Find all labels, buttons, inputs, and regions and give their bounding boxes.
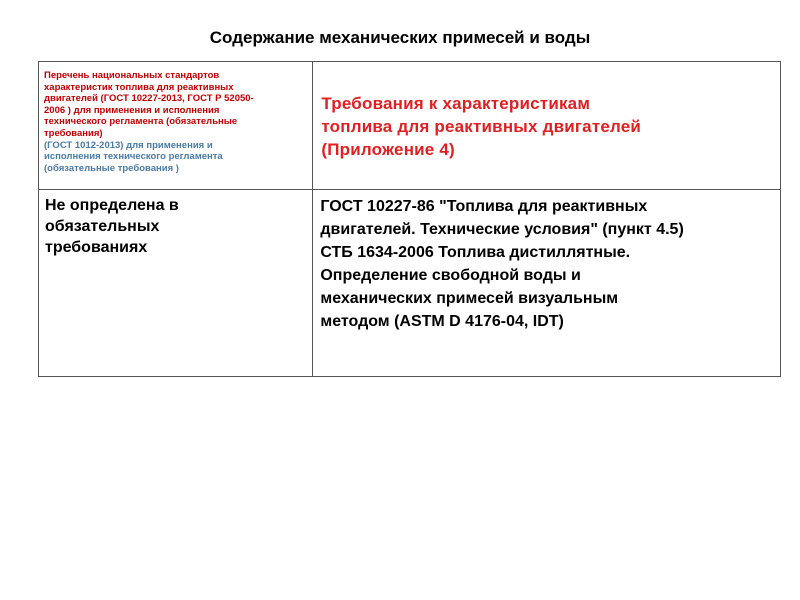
header-standards-line: технического регламента (обязательные <box>44 116 238 128</box>
cell-line: требованиях <box>45 239 148 256</box>
cell-line: методом (ASTM D 4176-04, IDT) <box>320 313 564 330</box>
table-header-row <box>39 62 781 190</box>
cell-line: Определение свободной воды и <box>320 267 581 284</box>
header-standards-note-line: (обязательные требования ) <box>44 162 179 174</box>
cell-line: механических примесей визуальным <box>320 290 619 307</box>
header-standards-note-line: исполнения технического регламента <box>44 151 223 163</box>
cell-line: СТБ 1634-2006 Топлива дистиллятные. <box>320 244 631 261</box>
header-requirements-line: (Приложение 4) <box>321 140 455 159</box>
header-standards-line: 2006 ) для применения и исполнения <box>44 104 220 116</box>
header-standards-note-line: (ГОСТ 1012-2013) для применения и <box>44 139 213 151</box>
table-row <box>39 190 781 377</box>
header-cell-requirements <box>313 62 781 190</box>
header-standards-line: двигателей (ГОСТ 10227-2013, ГОСТ Р 52050- <box>44 93 254 105</box>
header-cell-standards-list <box>39 62 313 190</box>
cell-line: двигателей. Технические условия" (пункт 4.5) <box>320 221 684 238</box>
cell-line: ГОСТ 10227-86 "Топлива для реактивных <box>320 198 648 215</box>
header-standards-line: характеристик топлива для реактивных <box>44 81 234 93</box>
header-requirements-line: топлива для реактивных двигателей <box>321 117 642 136</box>
header-requirements-line: Требования к характеристикам <box>321 94 591 113</box>
header-standards-line: требования) <box>44 127 103 139</box>
cell-line: Не определена в <box>45 197 179 214</box>
requirements-table <box>38 61 781 377</box>
cell-standard-references <box>313 190 781 377</box>
header-standards-line: Перечень национальных стандартов <box>44 70 220 81</box>
cell-line: обязательных <box>45 218 160 235</box>
cell-mandatory-status <box>39 190 313 377</box>
page-title: Содержание механических примесей и воды <box>209 28 591 47</box>
